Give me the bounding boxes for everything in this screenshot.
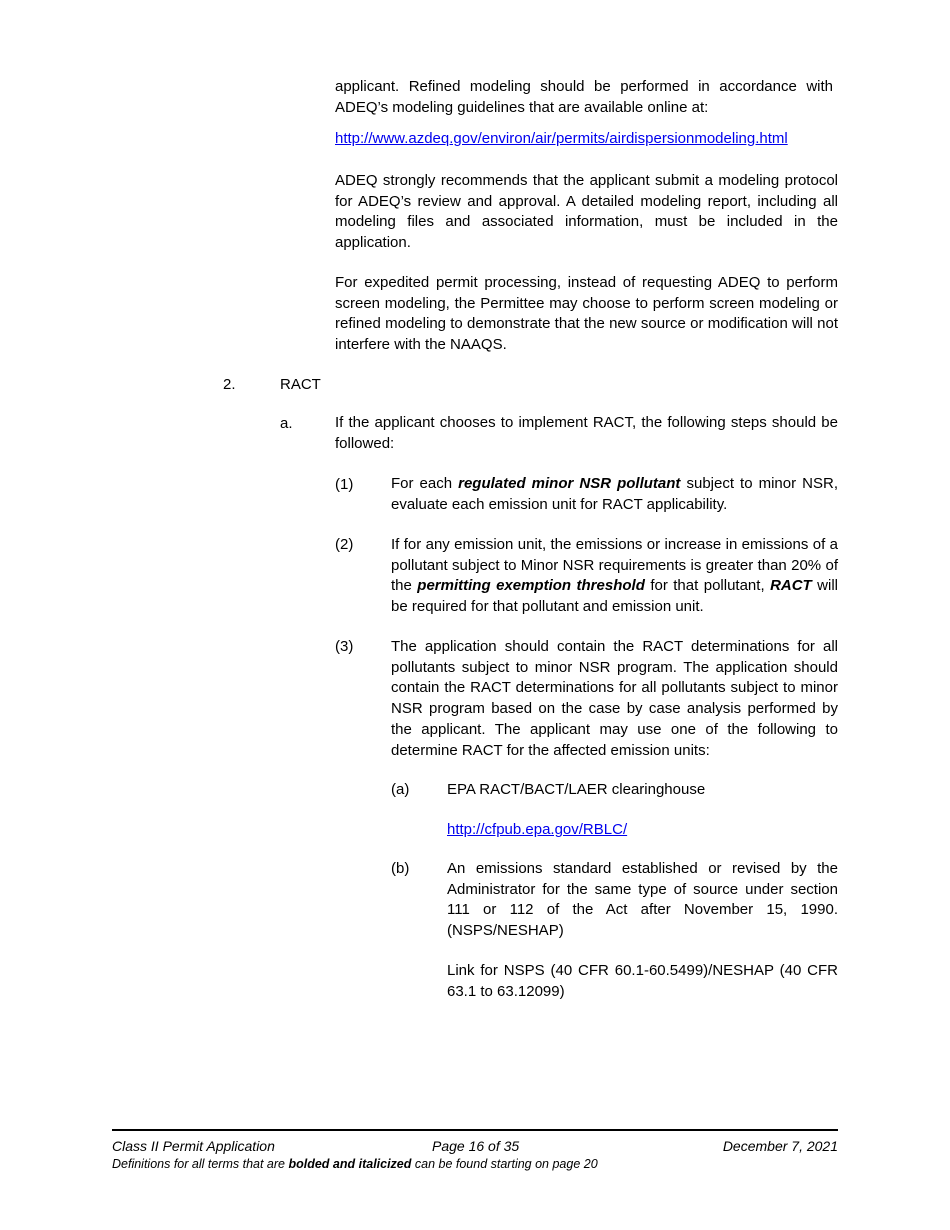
- intro-paragraph-1: applicant. Refined modeling should be performed in accordance with ADEQ’s modeling guidelines that are available online at:: [335, 78, 833, 116]
- item-a-label: a.: [280, 415, 293, 432]
- term-ract: RACT: [770, 577, 812, 595]
- item-a-text: If the applicant chooses to implement RACT, the following steps should be followed:: [335, 414, 838, 452]
- term-permitting-exemption-threshold: permitting exemption threshold: [417, 577, 645, 595]
- sub-a-label: (a): [391, 781, 410, 798]
- modeling-guidelines-link[interactable]: http://www.azdeq.gov/environ/air/permits/airdispersionmodeling.html: [335, 130, 788, 147]
- footer-page-number: Page 16 of 35: [432, 1138, 520, 1154]
- intro-paragraph-2: ADEQ strongly recommends that the applicant submit a modeling protocol for ADEQ’s review and approval. A detailed modeling report, including all modeling files and associated information, must be included in the application.: [335, 172, 838, 252]
- footer-date: December 7, 2021: [722, 1138, 838, 1154]
- sub-b-label: (b): [391, 860, 410, 877]
- step-3-text: The application should contain the RACT determinations for all pollutants subject to minor NSR program. The application should contain the RACT determinations for all pollutants subject to minor NSR program based on the case by case analysis performed by the applicant. The applicant may use one of the following to determine RACT for the affected emission units:: [391, 638, 838, 759]
- term-regulated-minor-nsr-pollutant: regulated minor NSR pollutant: [458, 475, 681, 492]
- sub-b-text: An emissions standard established or revised by the Administrator for the same type of source under section 111 or 112 of the Act after November 15, 1990. (NSPS/NESHAP): [447, 860, 838, 940]
- step-2-label: (2): [335, 536, 354, 553]
- footer-rule: [112, 1129, 838, 1131]
- step-2-text: If for any emission unit, the emissions or increase in emissions of a pollutant subject to Minor NSR requirements is greater than 20% of the permitting exemption threshold for that pollutant, RACT will be required for that pollutant and emission unit.: [391, 536, 839, 616]
- step-1-text: For each regulated minor NSR pollutant subject to minor NSR, evaluate each emission unit for RACT applicability.: [391, 475, 838, 513]
- section-title: RACT: [280, 376, 321, 393]
- section-number: 2.: [223, 376, 236, 393]
- step-1-label: (1): [335, 476, 354, 493]
- footer-definitions-note: Definitions for all terms that are bolded and italicized can be found starting on page 20: [112, 1157, 598, 1171]
- sub-a-text: EPA RACT/BACT/LAER clearinghouse: [447, 781, 706, 798]
- footer-doc-title: Class II Permit Application: [112, 1138, 275, 1154]
- nsps-neshap-link-text: Link for NSPS (40 CFR 60.1-60.5499)/NESHAP (40 CFR 63.1 to 63.12099): [447, 962, 838, 1000]
- intro-paragraph-3: For expedited permit processing, instead of requesting ADEQ to perform screen modeling, the Permittee may choose to perform screen modeling or refined modeling to demonstrate that the new source or modification will not interfere with the NAAQS.: [335, 274, 838, 354]
- rblc-link[interactable]: http://cfpub.epa.gov/RBLC/: [447, 821, 628, 838]
- step-3-label: (3): [335, 638, 354, 655]
